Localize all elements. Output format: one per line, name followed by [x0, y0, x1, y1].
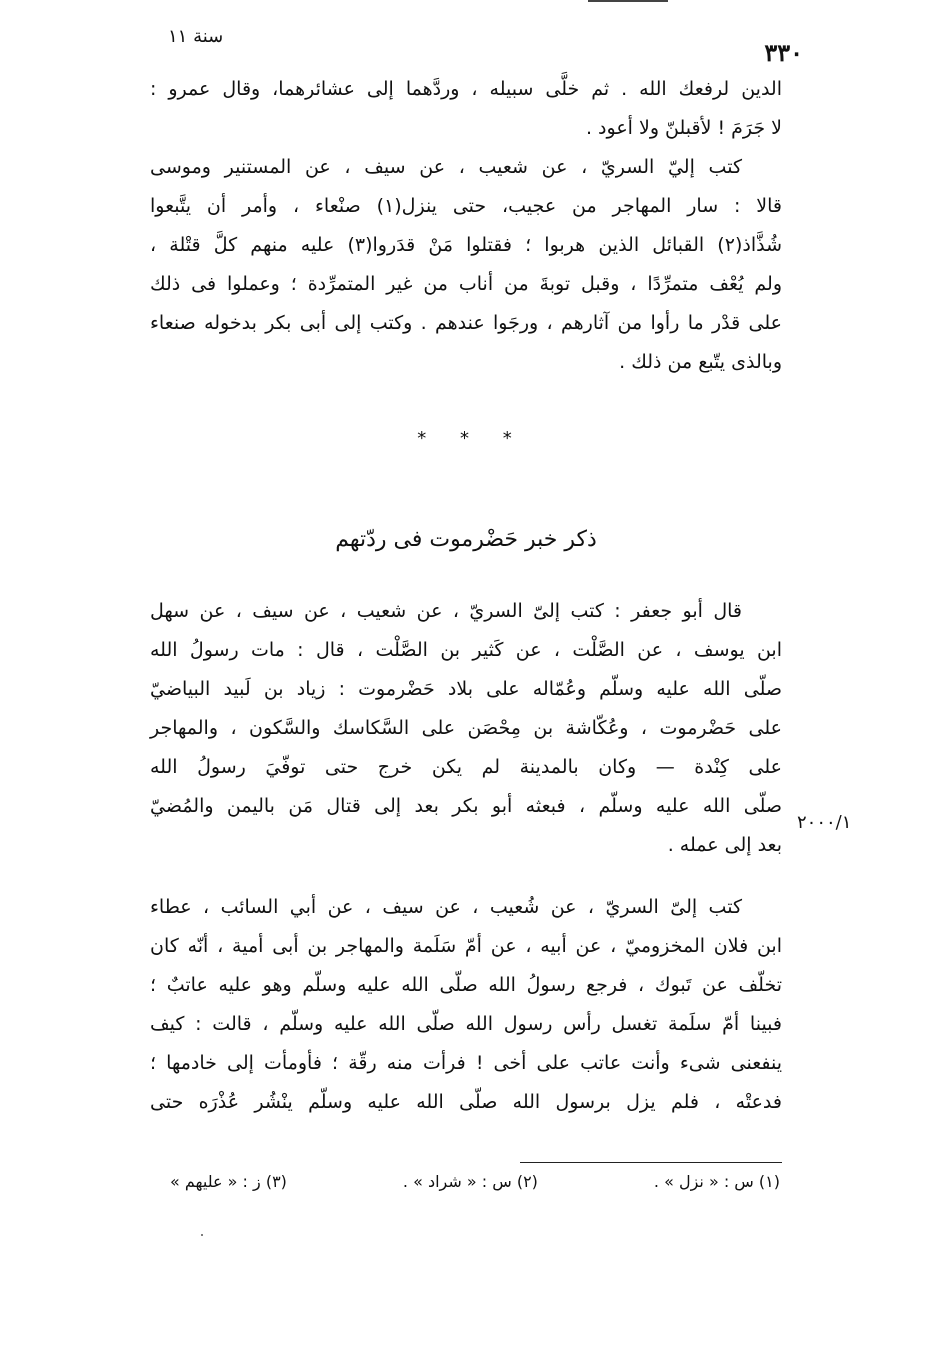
text-line: ينفعنى شىء وأنت عاتب على أخى ! فرأت منه رقّة ؛ فأومأت إلى خادمها ؛ — [150, 1052, 782, 1074]
text-line: صلّى الله عليه وسلّم وعُمّاله على بلاد حَضْرموت : زياد بن لَبيد البياضيّ — [150, 678, 782, 700]
text-line: قال أبو جعفر : كتب إلىّ السريّ ، عن شعيب ، عن سيف ، عن سهل — [150, 600, 742, 622]
footnote-1: (١) س : « نزل » . — [653, 1172, 780, 1191]
text-line: وبالذى يتّبع من ذلك . — [619, 351, 782, 373]
text-line: ابن يوسف ، عن الصَّلْت ، عن كَثير بن الصَّلْت ، قال : مات رسولُ الله — [150, 639, 782, 661]
text-line: تخلّف عن تَبوك ، فرجع رسولُ الله صلّى الله عليه وسلّم وهو عليه عاتبٌ ؛ — [150, 974, 782, 996]
header-year: سنة ١١ — [168, 26, 224, 47]
text-line: على قدْر ما رأوا من آثارهم ، ورجَوا عندهم . وكتب إلى أبى بكر بدخوله صنعاء — [150, 312, 782, 334]
text-line: على كِنْدة — وكان بالمدينة لم يكن خرج حتى توفّيَ رسولُ الله — [150, 756, 782, 778]
footnote-2: (٢) س : « شراد » . — [402, 1172, 538, 1191]
text-line: بعد إلى عمله . — [667, 834, 782, 856]
text-line: فبينا أمّ سلَمة تغسل رأس رسول الله صلّى الله عليه وسلّم ، قالت : كيف — [150, 1013, 782, 1035]
text-line: ولم يُعْف متمرِّدًا ، وقبل توبةَ من أناب من غير المتمرِّدة ؛ وعملوا فى ذلك — [150, 273, 782, 295]
text-line: الدين لرفعك الله . ثم خلَّى سبيله ، وردَّهما إلى عشائرهما، وقال عمرو : — [150, 78, 782, 100]
text-line: لا جَرَمَ ! لأقبلنّ ولا أعود . — [585, 117, 782, 139]
paragraph-umm-salama — [150, 888, 782, 1122]
marginal-reference: ٢٠٠٠/١ — [797, 812, 852, 833]
text-line: فدعتْه ، فلم يزل برسول الله صلّى الله عليه وسلّم ينْشُر عُذْرَه حتى — [150, 1091, 782, 1113]
text-line: شُذَّاذ(٢) القبائل الذين هربوا ؛ فقتلوا مَنْ قدَروا(٣) عليه منهم كلَّ قتْلة ، — [150, 234, 782, 256]
text-line: ابن فلان المخزوميّ ، عن أبيه ، عن أمّ سَلَمة والمهاجر بن أبى أمية ، أنّه كان — [150, 935, 782, 957]
footnotes — [170, 1172, 780, 1191]
scan-edge-mark — [588, 0, 668, 2]
section-separator: * * * — [417, 428, 526, 449]
section-heading: ذكر خبر حَضْرموت فى ردّتهم — [335, 527, 597, 552]
text-line: كتب إلىّ السريّ ، عن شُعيب ، عن سيف ، عن أبي السائب ، عطاء — [150, 896, 742, 918]
page-number: ٣٣٠ — [764, 38, 803, 67]
scan-speck — [201, 1234, 203, 1236]
text-line: كتب إليّ السريّ ، عن شعيب ، عن سيف ، عن المستنير وموسى — [150, 156, 742, 178]
paragraph-hadramawt — [150, 592, 782, 865]
text-line: على حَضْرموت ، وعُكّاشة بن مِحْصَن على السَّكاسك والسَّكون ، والمهاجر — [150, 717, 782, 739]
text-line: قالا : سار المهاجر من عجيب، حتى ينزل(١) صنْعاء ، وأمر أن يتَّبعوا — [150, 195, 782, 217]
footnote-rule — [520, 1162, 782, 1163]
footnote-3: (٣) ز : « عليهم » — [170, 1172, 287, 1191]
paragraph-continuation — [150, 70, 782, 382]
text-line: صلّى الله عليه وسلّم ، فبعثه أبو بكر بعد إلى قتال مَن باليمن والمُضيّ — [150, 795, 782, 817]
